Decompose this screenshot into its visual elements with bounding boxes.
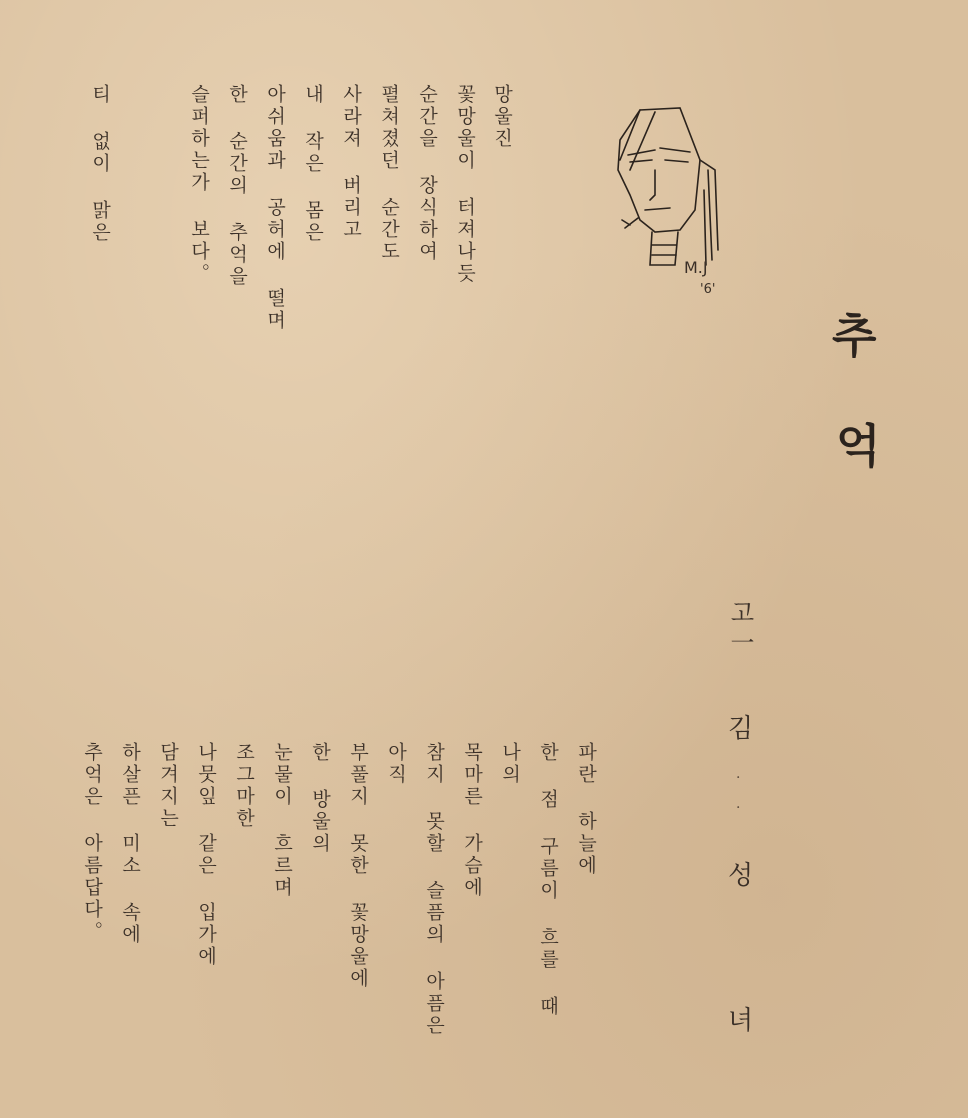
author-dot: · — [736, 800, 741, 816]
poem-line: 추억은 아름답다。 — [81, 742, 103, 943]
title-char-2: 억 — [836, 419, 881, 473]
poem-line: 한 점 구름이 흐를 때 — [537, 742, 559, 1018]
poem-line: 눈물이 흐르며 — [271, 742, 293, 899]
poem-line: 순간을 장식하여 — [416, 84, 438, 263]
poem-line: 참지 못할 슬픔의 아픔은 — [423, 742, 445, 1037]
author-name-char-1: 김 — [728, 714, 754, 744]
poem-line: 조그마한 — [233, 742, 255, 830]
author-name-char-2: 성 — [728, 861, 754, 891]
poem-line: 망울진 — [491, 84, 513, 150]
poem-line: 한 방울의 — [309, 742, 331, 855]
poem-line: 아직 — [385, 742, 407, 786]
poem-line: 한 순간의 추억을 — [226, 84, 248, 288]
poem-line: 슬퍼하는가 보다。 — [188, 84, 210, 285]
author-class: 고一 — [726, 600, 754, 660]
artist-signature-mark: ꞌ6ꞌ — [700, 282, 716, 297]
poem-line: 꽃망울이 터져나듯 — [454, 84, 476, 285]
poem-line: 티 없이 맑은 — [89, 84, 111, 244]
poem-line: 나뭇잎 같은 입가에 — [195, 742, 217, 968]
face-sketch-illustration — [600, 100, 740, 310]
poem-line: 사라져 버리고 — [340, 84, 362, 241]
poem-line: 펼쳐졌던 순간도 — [378, 84, 400, 263]
title-char-1: 추 — [832, 309, 877, 363]
poem-line: 파란 하늘에 — [575, 742, 597, 877]
artist-signature: M.J — [684, 258, 708, 277]
poem-line: 담겨지는 — [157, 742, 179, 830]
poem-line: 하살픈 미소 속에 — [119, 742, 141, 946]
author-dot: · — [736, 770, 741, 786]
poem-line: 나의 — [499, 742, 521, 786]
poem-line: 목마른 가슴에 — [461, 742, 483, 899]
poem-line: 아쉬움과 공허에 떨며 — [264, 84, 286, 332]
poem-line: 부풀지 못한 꽃망울에 — [347, 742, 369, 990]
author-name-char-3: 녀 — [728, 1006, 754, 1036]
poem-line: 내 작은 몸은 — [302, 84, 324, 244]
